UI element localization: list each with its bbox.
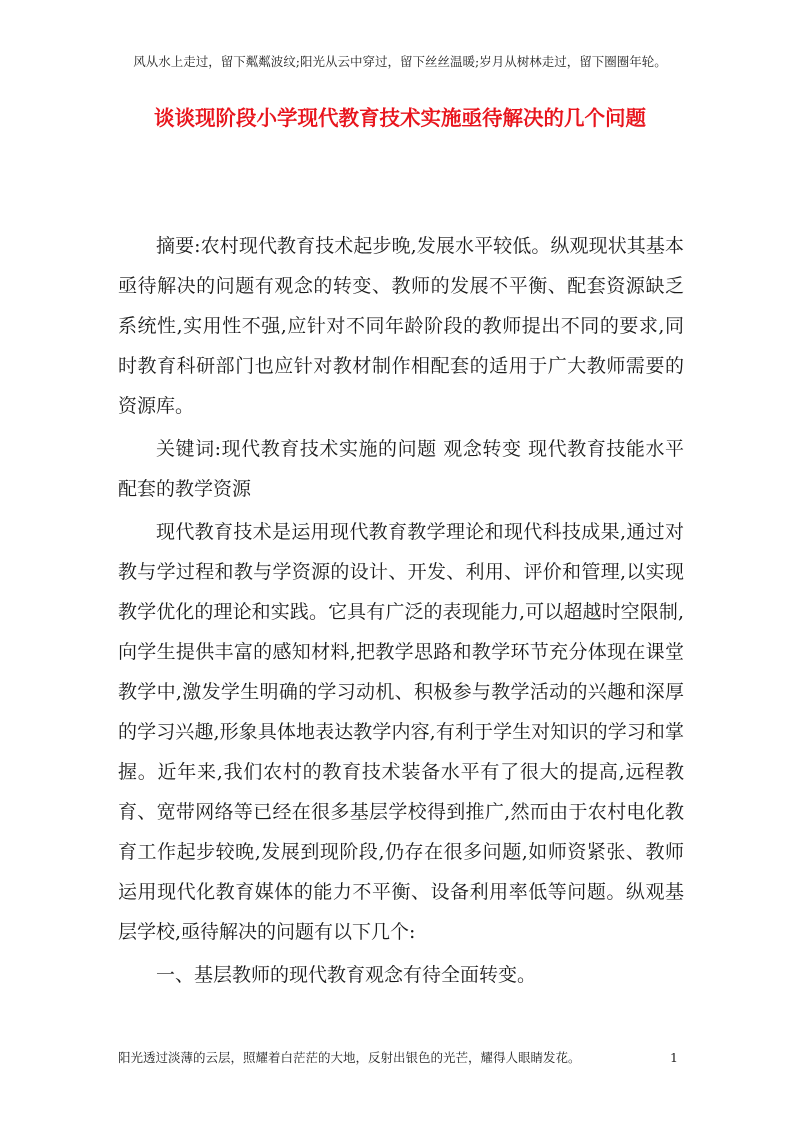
section-heading: 一、基层教师的现代教育观念有待全面转变。: [156, 964, 537, 986]
abstract-paragraph: 摘要:农村现代教育技术起步晚,发展水平较低。纵观现状其基本亟待解决的问题有观念的转变、教师的发展不平衡、配套资源缺乏系统性,实用性不强,应针对不同年龄阶段的教师提出不同的要求,同时教育科研部门也应针对教材制作相配套的适用于广大教师需要的资源库。: [118, 235, 684, 417]
page-number: 1: [670, 1050, 678, 1065]
footer-motto: 阳光透过淡薄的云层，照耀着白茫茫的大地，反射出银色的光芒，耀得人眼睛发花。: [118, 1050, 581, 1065]
header-motto: 风从水上走过，留下粼粼波纹;阳光从云中穿过，留下丝丝温暖;岁月从树林走过，留下圈圈年轮。: [133, 54, 667, 69]
document-title: 谈谈现阶段小学现代教育技术实施亟待解决的几个问题: [154, 106, 646, 130]
body-paragraph: 现代教育技术是运用现代教育教学理论和现代科技成果,通过对教与学过程和教与学资源的设计、开发、利用、评价和管理,以实现教学优化的理论和实践。它具有广泛的表现能力,可以超越时空限制,向学生提供丰富的感知材料,把教学思路和教学环节充分体现在课堂教学中,激发学生明确的学习动机、积极参与教学活动的兴趣和深厚的学习兴趣,形象具体地表达教学内容,有利于学生对知识的学习和掌握。近年来,我们农村的教育技术装备水平有了很大的提高,远程教育、宽带网络等已经在很多基层学校得到推广,然而由于农村电化教育工作起步较晚,发展到现阶段,仍存在很多问题,如师资紧张、教师运用现代化教育媒体的能力不平衡、设备利用率低等问题。纵观基层学校,亟待解决的问题有以下几个:: [118, 521, 684, 943]
keywords-paragraph: 关键词:现代教育技术实施的问题 观念转变 现代教育技能水平 配套的教学资源: [118, 438, 684, 500]
document-body: [118, 226, 684, 998]
